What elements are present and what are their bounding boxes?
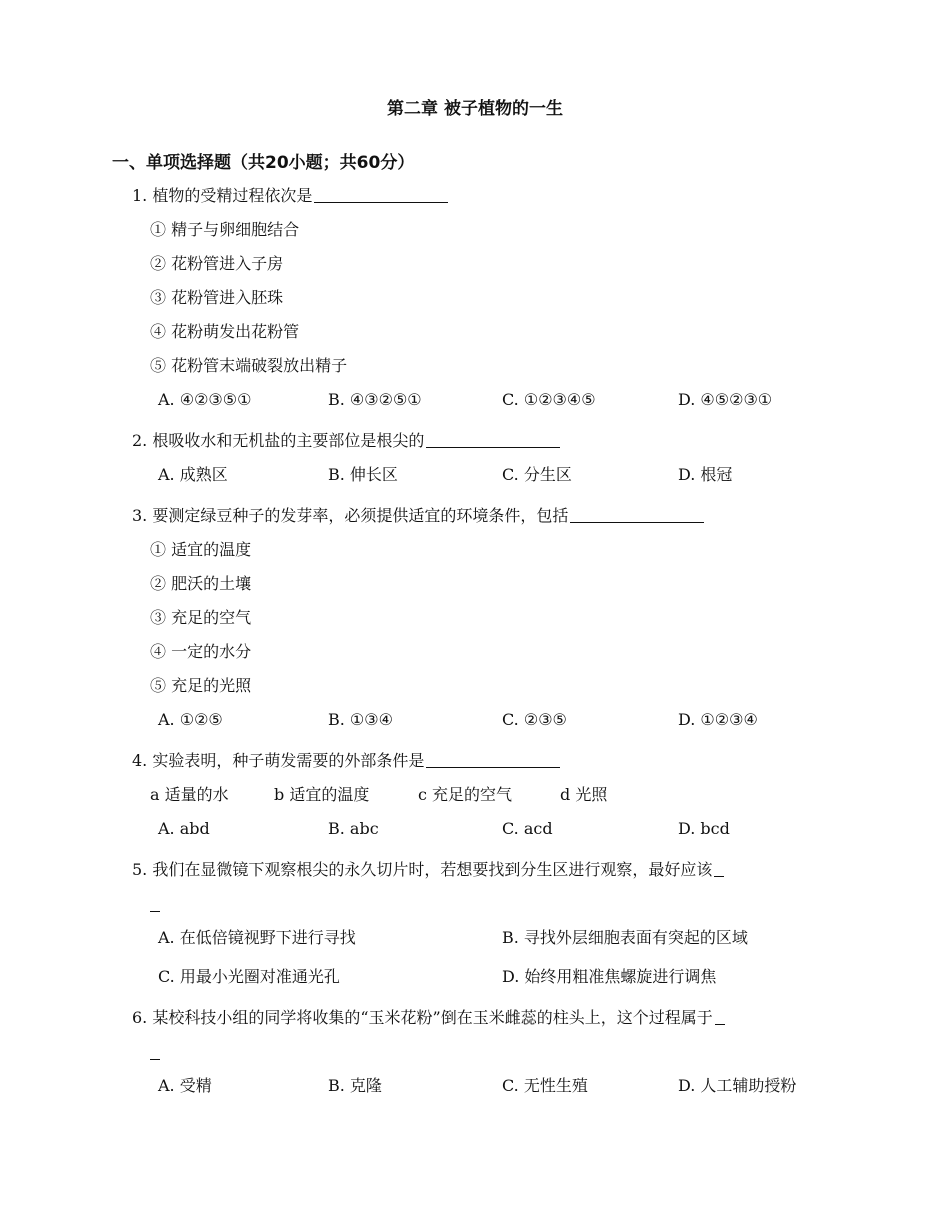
- question-4-option-c: C. acd: [502, 819, 553, 838]
- question-1-item: ⑤ 花粉管末端破裂放出精子: [150, 356, 348, 375]
- question-1-item: ③ 花粉管进入胚珠: [150, 288, 284, 307]
- question-4-item: b 适宜的温度: [274, 785, 370, 804]
- question-4-text: 4. 实验表明，种子萌发需要的外部条件是: [132, 751, 425, 770]
- question-2-option-a: A. 成熟区: [158, 465, 228, 484]
- question-5-text: 5. 我们在显微镜下观察根尖的永久切片时，若想要找到分生区进行观察，最好应该: [132, 860, 713, 879]
- question-6-option-d: D. 人工辅助授粉: [678, 1076, 797, 1095]
- question-1-option-b: B. ④③②⑤①: [328, 390, 422, 409]
- question-1-item: ① 精子与卵细胞结合: [150, 220, 300, 239]
- chapter-title: 第二章 被子植物的一生: [387, 99, 563, 119]
- question-4-option-d: D. bcd: [678, 819, 730, 838]
- question-6-option-a: A. 受精: [158, 1076, 212, 1095]
- question-4-item: a 适量的水: [150, 785, 229, 804]
- question-6-option-b: B. 克隆: [328, 1076, 382, 1095]
- question-1-item: ② 花粉管进入子房: [150, 254, 284, 273]
- question-3-item: ① 适宜的温度: [150, 540, 252, 559]
- answer-blank-continued: [150, 893, 160, 917]
- answer-blank: [426, 431, 560, 448]
- question-3-option-d: D. ①②③④: [678, 710, 758, 729]
- question-3-option-b: B. ①③④: [328, 710, 393, 729]
- question-3-text: 3. 要测定绿豆种子的发芽率，必须提供适宜的环境条件，包括: [132, 506, 569, 525]
- question-5-option-d: D. 始终用粗准焦螺旋进行调焦: [502, 967, 717, 986]
- question-2-option-c: C. 分生区: [502, 465, 572, 484]
- answer-blank: [570, 506, 704, 523]
- question-2-stem: [132, 429, 560, 453]
- question-3-option-a: A. ①②⑤: [158, 710, 223, 729]
- question-3-item: ⑤ 充足的光照: [150, 676, 252, 695]
- question-1-item: ④ 花粉萌发出花粉管: [150, 322, 300, 341]
- question-6-option-c: C. 无性生殖: [502, 1076, 588, 1095]
- question-3-item: ③ 充足的空气: [150, 608, 252, 627]
- answer-blank: [714, 860, 724, 877]
- question-6-stem: [132, 1006, 725, 1030]
- answer-blank: [150, 1043, 160, 1060]
- question-1-option-c: C. ①②③④⑤: [502, 390, 596, 409]
- question-5-option-c: C. 用最小光圈对准通光孔: [158, 967, 340, 986]
- question-1-stem: [132, 184, 448, 208]
- question-3-item: ② 肥沃的土壤: [150, 574, 252, 593]
- question-2-option-d: D. 根冠: [678, 465, 733, 484]
- question-4-stem: [132, 749, 560, 773]
- answer-blank-continued: [150, 1041, 160, 1065]
- question-1-option-a: A. ④②③⑤①: [158, 390, 252, 409]
- question-5-stem: [132, 858, 724, 882]
- answer-blank: [314, 186, 448, 203]
- question-4-option-b: B. abc: [328, 819, 379, 838]
- question-2-option-b: B. 伸长区: [328, 465, 398, 484]
- question-2-text: 2. 根吸收水和无机盐的主要部位是根尖的: [132, 431, 425, 450]
- section-heading: 一、单项选择题（共20小题；共60分）: [112, 153, 415, 173]
- question-5-option-a: A. 在低倍镜视野下进行寻找: [158, 928, 356, 947]
- question-4-option-a: A. abd: [158, 819, 210, 838]
- question-1-text: 1. 植物的受精过程依次是: [132, 186, 313, 205]
- question-3-option-c: C. ②③⑤: [502, 710, 567, 729]
- question-5-option-b: B. 寻找外层细胞表面有突起的区域: [502, 928, 748, 947]
- answer-blank: [150, 895, 160, 912]
- question-3-stem: [132, 504, 704, 528]
- question-3-item: ④ 一定的水分: [150, 642, 252, 661]
- answer-blank: [426, 751, 560, 768]
- answer-blank: [715, 1008, 725, 1025]
- question-6-text: 6. 某校科技小组的同学将收集的“玉米花粉”倒在玉米雌蕊的柱头上，这个过程属于: [132, 1008, 713, 1027]
- question-4-item: c 充足的空气: [418, 785, 513, 804]
- question-1-option-d: D. ④⑤②③①: [678, 390, 773, 409]
- question-4-item: d 光照: [560, 785, 608, 804]
